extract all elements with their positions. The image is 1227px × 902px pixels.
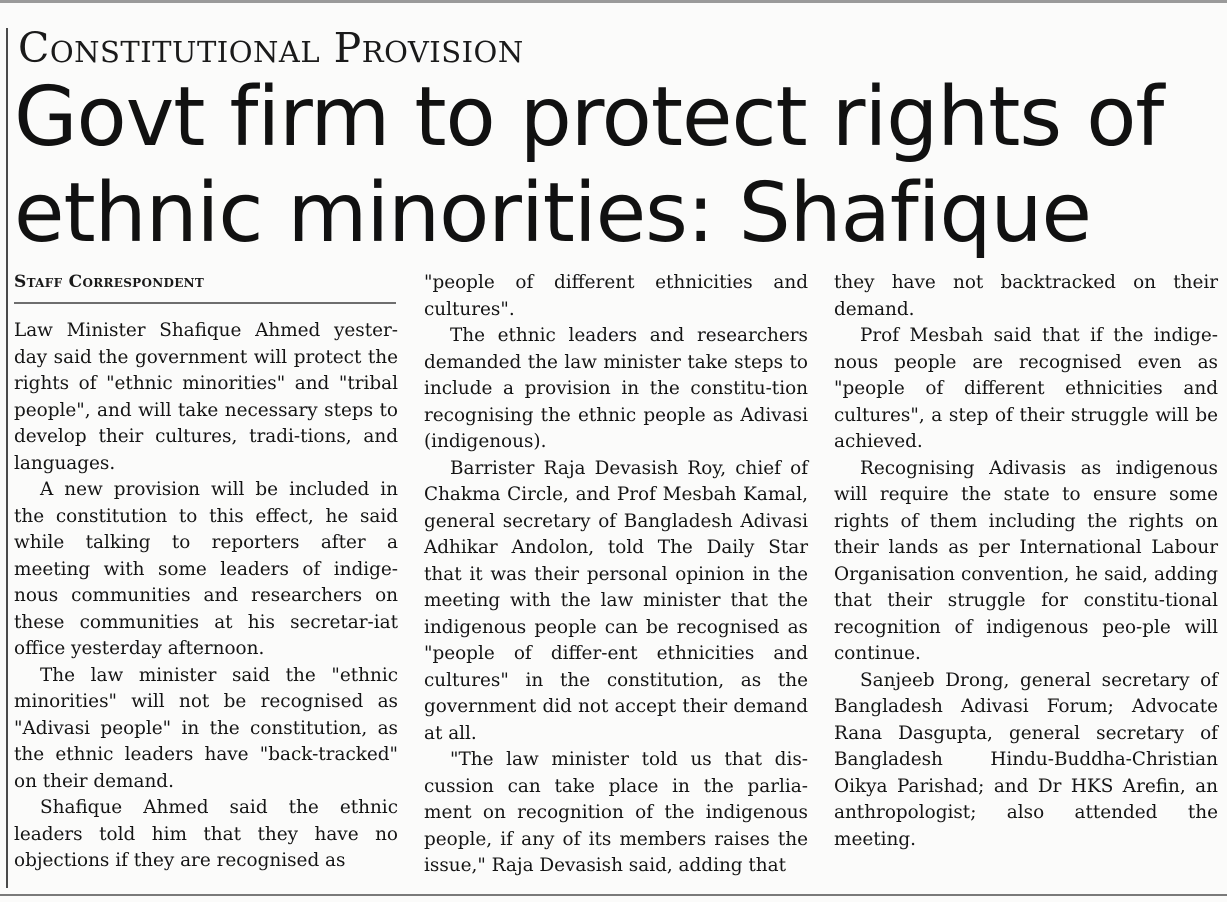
paragraph: The ethnic leaders and researchers demanded the law minister take steps to include a provision in the constitu-tion recognising the ethnic people as Adivasi (indigenous). bbox=[424, 325, 808, 452]
paragraph: Law Minister Shafique Ahmed yester-day said the government will protect the rights of "ethnic minorities" and "tribal people", and will take necessary steps to develop their cultures, tradi-tions, and languages. bbox=[14, 320, 398, 474]
paragraph: Barrister Raja Devasish Roy, chief of Chakma Circle, and Prof Mesbah Kamal, general secretary of Bangladesh Adivasi Adhikar Andolon, told The Daily Star that it was their personal opinion in the meeting with the law minister that the indigenous people can be recognised as "people of differ-ent ethnicities and cultures" in the constitution, as the government did not accept their demand at all. bbox=[424, 457, 808, 744]
article-column-2 bbox=[424, 270, 808, 880]
paragraph: The law minister said the "ethnic minorities" will not be recognised as "Adivasi people" in the constitution, as the ethnic leaders have "back-tracked" on their demand. bbox=[14, 664, 398, 792]
paragraph: "people of different ethnicities and cultures". bbox=[424, 272, 808, 320]
paragraph: A new provision will be included in the constitution to this effect, he said while talking to reporters after a meeting with some leaders of indige-nous communities and researchers on these communities at his secretar-iat office yesterday afternoon. bbox=[14, 479, 398, 659]
paragraph: Shafique Ahmed said the ethnic leaders told him that they have no objections if they are recognised as bbox=[14, 797, 398, 871]
paragraph: "The law minister told us that dis-cussion can take place in the parlia-ment on recognition of the indigenous people, if any of its members raises the issue," Raja Devasish said, adding that bbox=[424, 749, 808, 876]
paragraph: Prof Mesbah said that if the indige-nous people are recognised even as "people of different ethnicities and cultures", a step of their struggle will be achieved. bbox=[834, 325, 1218, 452]
article-column-3 bbox=[834, 270, 1218, 853]
article-kicker: Constitutional Provision bbox=[18, 24, 524, 72]
bottom-rule bbox=[0, 894, 1227, 896]
paragraph: they have not backtracked on their demand. bbox=[834, 272, 1218, 320]
left-rule bbox=[6, 28, 8, 888]
article-column-1 bbox=[14, 318, 398, 875]
paragraph: Recognising Adivasis as indigenous will require the state to ensure some rights of them including the rights on their lands as per International Labour Organisation convention, he said, adding that their struggle for constitu-tional recognition of indigenous peo-ple will continue. bbox=[834, 457, 1218, 664]
article-headline: Govt firm to protect rights of ethnic minorities: Shafique bbox=[14, 70, 1164, 261]
article-byline: Staff Correspondent bbox=[14, 272, 396, 304]
top-rule bbox=[0, 0, 1227, 3]
paragraph: Sanjeeb Drong, general secretary of Bangladesh Adivasi Forum; Advocate Rana Dasgupta, general secretary of Bangladesh Hindu-Buddha-Christian Oikya Parishad; and Dr HKS Arefin, an anthropologist; also attended the meeting. bbox=[834, 669, 1218, 850]
